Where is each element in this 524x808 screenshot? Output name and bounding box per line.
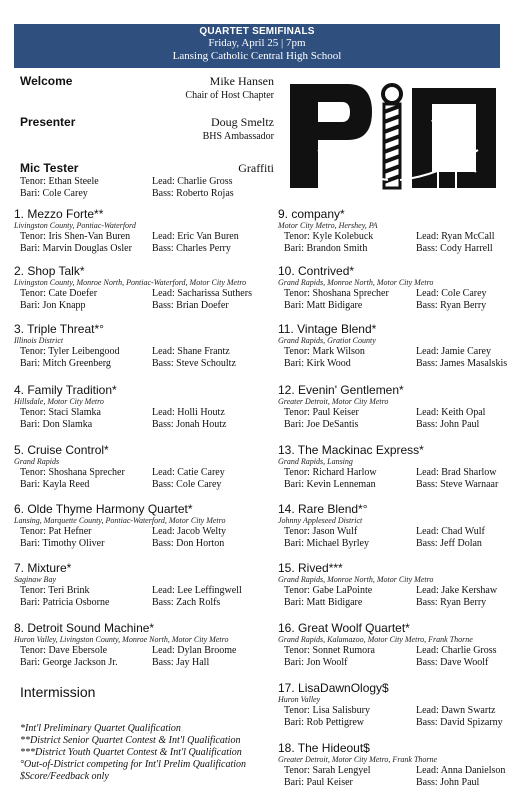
quartet-location: Illinois District <box>14 336 64 345</box>
quartet-entry <box>278 264 524 312</box>
role-label: Welcome <box>20 74 73 88</box>
member-row <box>278 585 524 597</box>
bari: Bari: Jon Knapp <box>20 300 86 311</box>
quartet-name: 18. The Hideout$ <box>278 741 370 755</box>
quartet-location: Grand Rapids, Gratiot County <box>278 336 376 345</box>
quartet-location: Huron Valley, Livingston County, Monroe North, Motor City Metro <box>14 635 229 644</box>
member-row <box>278 419 524 431</box>
tenor: Tenor: Shoshana Sprecher <box>284 288 389 299</box>
footnote: *Int'l Preliminary Quartet Qualification <box>20 723 181 734</box>
bari: Bari: Mitch Greenberg <box>20 358 111 369</box>
role-welcome <box>20 74 274 101</box>
tenor: Tenor: Mark Wilson <box>284 346 365 357</box>
member-row <box>14 645 264 657</box>
role-person <box>203 115 274 142</box>
tenor: Tenor: Sonnet Rumora <box>284 645 375 656</box>
member-row <box>278 597 524 609</box>
quartet-entry <box>278 681 524 729</box>
member-row <box>278 467 524 479</box>
member-row <box>14 231 264 243</box>
quartet-entry <box>14 264 264 312</box>
quartet-name: 15. Rived*** <box>278 561 343 575</box>
footnote: °Out-of-District competing for Int'l Prelim Qualification <box>20 759 247 770</box>
member-row <box>14 358 264 370</box>
member-row <box>278 288 524 300</box>
bass: Bass: John Paul <box>416 777 480 788</box>
quartet-name: 17. LisaDawnOlogy$ <box>278 681 389 695</box>
member-row <box>278 346 524 358</box>
bass: Bass: Steve Warnaar <box>416 479 499 490</box>
role-person <box>185 74 274 101</box>
quartet-name: 3. Triple Threat*° <box>14 322 104 336</box>
tenor: Tenor: Paul Keiser <box>284 407 359 418</box>
quartet-location: Grand Rapids, Monroe North, Motor City Metro <box>278 278 434 287</box>
quartet-name: 8. Detroit Sound Machine* <box>14 621 155 635</box>
quartet-location: Greater Detroit, Motor City Metro, Frank Thorne <box>278 755 438 764</box>
event-title: QUARTET SEMIFINALS <box>199 26 315 37</box>
lead: Lead: Lee Leffingwell <box>152 585 242 596</box>
member-row <box>14 657 264 669</box>
member-row <box>14 300 264 312</box>
member-row <box>14 479 264 491</box>
lead: Lead: Anna Danielson <box>416 765 506 776</box>
bass: Bass: Jay Hall <box>152 657 210 668</box>
quartet-entry <box>14 502 264 550</box>
member-row <box>278 717 524 729</box>
quartet-name: 12. Evenin' Gentlemen* <box>278 383 404 397</box>
member-row <box>14 467 264 479</box>
quartet-entry <box>14 383 264 431</box>
lead: Lead: Keith Opal <box>416 407 486 418</box>
lead: Lead: Charlie Gross <box>416 645 497 656</box>
quartet-entry <box>14 322 264 370</box>
quartet-location: Huron Valley <box>278 695 321 704</box>
bari: Bari: Marvin Douglas Osler <box>20 243 132 254</box>
role-name: Mike Hansen <box>209 74 274 88</box>
member-row <box>14 176 274 188</box>
bass: Bass: David Spizarny <box>416 717 503 728</box>
member-row <box>278 657 524 669</box>
quartet-location: Grand Rapids, Monroe North, Motor City Metro <box>278 575 434 584</box>
tenor: Tenor: Lisa Salisbury <box>284 705 370 716</box>
bari: Bari: Don Slamka <box>20 419 93 430</box>
quartet-entry <box>278 502 524 550</box>
intermission-label: Intermission <box>20 684 96 700</box>
quartet-name: 16. Great Woolf Quartet* <box>278 621 410 635</box>
role-presenter <box>20 115 274 142</box>
bari: Bari: George Jackson Jr. <box>20 657 118 668</box>
member-row <box>278 705 524 717</box>
bari: Bari: Michael Byrley <box>284 538 369 549</box>
lead: Lead: Shane Frantz <box>152 346 230 357</box>
member-row <box>278 526 524 538</box>
lead: Lead: Dawn Swartz <box>416 705 496 716</box>
quartet-location: Livingston County, Monroe North, Pontiac-Waterford, Motor City Metro <box>14 278 247 287</box>
tenor: Tenor: Sarah Lengyel <box>284 765 371 776</box>
member-row <box>278 358 524 370</box>
member-row <box>14 597 264 609</box>
tenor: Tenor: Iris Shen-Van Buren <box>20 231 131 242</box>
member-row <box>278 407 524 419</box>
quartet-location: Greater Detroit, Motor City Metro <box>278 397 389 406</box>
bari: Bari: Kevin Lenneman <box>284 479 376 490</box>
lead: Lead: Brad Sharlow <box>416 467 497 478</box>
bari: Bari: Kirk Wood <box>284 358 351 369</box>
bass: Bass: Ryan Berry <box>416 300 487 311</box>
bass: Bass: Ryan Berry <box>416 597 487 608</box>
member-row <box>278 300 524 312</box>
role-name: Graffiti <box>238 161 274 175</box>
header-banner <box>14 24 500 68</box>
quartet-name: 1. Mezzo Forte** <box>14 207 104 221</box>
lead: Lead: Ryan McCall <box>416 231 495 242</box>
role-mic-tester <box>20 161 274 200</box>
quartet-entry <box>278 322 524 370</box>
quartet-location: Motor City Metro, Hershey, PA <box>278 221 378 230</box>
quartet-entry <box>14 621 264 669</box>
bass: Bass: Cody Harrell <box>416 243 493 254</box>
member-row <box>14 188 274 200</box>
bass: Bass: Roberto Rojas <box>152 188 234 199</box>
quartet-name: 4. Family Tradition* <box>14 383 117 397</box>
tenor: Tenor: Ethan Steele <box>20 176 99 187</box>
footnotes <box>20 723 246 783</box>
quartet-location: Lansing, Marquette County, Pontiac-Waterford, Motor City Metro <box>14 516 226 525</box>
bass: Bass: Jeff Dolan <box>416 538 482 549</box>
quartet-entry <box>14 561 264 609</box>
member-row <box>278 645 524 657</box>
bass: Bass: Dave Woolf <box>416 657 489 668</box>
footnote: **District Senior Quartet Contest & Int'l Qualification <box>20 735 241 746</box>
tenor: Tenor: Pat Hefner <box>20 526 92 537</box>
bari: Bari: Rob Pettigrew <box>284 717 364 728</box>
lead: Lead: Sacharissa Suthers <box>152 288 252 299</box>
bass: Bass: James Masalskis <box>416 358 508 369</box>
footnote: ***District Youth Quartet Contest & Int'l Qualification <box>20 747 242 758</box>
member-row <box>14 346 264 358</box>
bass: Bass: Brian Doefer <box>152 300 229 311</box>
quartet-name: 9. company* <box>278 207 345 221</box>
bass: Bass: Zach Rolfs <box>152 597 221 608</box>
bass: Bass: Steve Schoultz <box>152 358 236 369</box>
lead: Lead: Catie Carey <box>152 467 225 478</box>
tenor: Tenor: Gabe LaPointe <box>284 585 373 596</box>
role-person <box>238 161 274 176</box>
member-row <box>278 538 524 550</box>
quartet-name: 10. Contrived* <box>278 264 355 278</box>
bass: Bass: Charles Perry <box>152 243 231 254</box>
lead: Lead: Eric Van Buren <box>152 231 239 242</box>
quartet-entry <box>278 383 524 431</box>
member-row <box>14 419 264 431</box>
role-subtitle: Chair of Host Chapter <box>185 90 274 101</box>
member-row <box>14 526 264 538</box>
quartet-name: 14. Rare Blend*° <box>278 502 368 516</box>
member-row <box>14 288 264 300</box>
quartet-location: Grand Rapids, Lansing <box>278 457 353 466</box>
quartet-location: Grand Rapids <box>14 457 60 466</box>
quartet-location: Saginaw Bay <box>14 575 56 584</box>
pio-logo <box>288 80 500 192</box>
bari: Bari: Kayla Reed <box>20 479 90 490</box>
quartet-entry <box>14 443 264 491</box>
member-row <box>278 243 524 255</box>
tenor: Tenor: Tyler Leibengood <box>20 346 120 357</box>
tenor: Tenor: Shoshana Sprecher <box>20 467 125 478</box>
bari: Bari: Matt Bidigare <box>284 597 363 608</box>
lead: Lead: Jacob Welty <box>152 526 226 537</box>
role-subtitle: BHS Ambassador <box>202 131 274 142</box>
footnote: $Score/Feedback only <box>20 771 109 782</box>
tenor: Tenor: Cate Doefer <box>20 288 98 299</box>
lead: Lead: Holli Houtz <box>152 407 225 418</box>
member-row <box>278 765 524 777</box>
lead: Lead: Dylan Broome <box>152 645 237 656</box>
quartet-entry <box>14 207 264 255</box>
lead: Lead: Jake Kershaw <box>416 585 498 596</box>
role-label: Presenter <box>20 115 76 129</box>
member-row <box>278 479 524 491</box>
quartet-name: 11. Vintage Blend* <box>278 322 377 336</box>
member-row <box>14 407 264 419</box>
bari: Bari: Joe DeSantis <box>284 419 359 430</box>
tenor: Tenor: Jason Wulf <box>284 526 358 537</box>
tenor: Tenor: Dave Ebersole <box>20 645 108 656</box>
quartet-entry <box>278 621 524 669</box>
role-label: Mic Tester <box>20 161 79 175</box>
tenor: Tenor: Teri Brink <box>20 585 90 596</box>
lead: Lead: Charlie Gross <box>152 176 233 187</box>
quartet-name: 13. The Mackinac Express* <box>278 443 424 457</box>
bari: Bari: Paul Keiser <box>284 777 353 788</box>
member-row <box>14 585 264 597</box>
tenor: Tenor: Staci Slamka <box>20 407 101 418</box>
quartet-entry <box>278 741 524 789</box>
bari: Bari: Matt Bidigare <box>284 300 363 311</box>
quartet-name: 5. Cruise Control* <box>14 443 109 457</box>
member-row <box>14 243 264 255</box>
quartet-entry <box>278 207 524 255</box>
bass: Bass: Cole Carey <box>152 479 222 490</box>
quartet-name: 2. Shop Talk* <box>14 264 85 278</box>
member-row <box>278 777 524 789</box>
role-name: Doug Smeltz <box>211 115 274 129</box>
bass: Bass: Don Horton <box>152 538 225 549</box>
member-row <box>14 538 264 550</box>
quartet-entry <box>278 443 524 491</box>
quartet-location: Livingston County, Pontiac-Waterford <box>14 221 136 230</box>
bass: Bass: Jonah Houtz <box>152 419 227 430</box>
bari: Bari: Timothy Oliver <box>20 538 105 549</box>
quartet-entry <box>278 561 524 609</box>
tenor: Tenor: Kyle Kolebuck <box>284 231 374 242</box>
lead: Lead: Chad Wulf <box>416 526 485 537</box>
bass: Bass: John Paul <box>416 419 480 430</box>
lead: Lead: Jamie Carey <box>416 346 491 357</box>
bari: Bari: Cole Carey <box>20 188 88 199</box>
quartet-name: 6. Olde Thyme Harmony Quartet* <box>14 502 193 516</box>
bari: Bari: Jon Woolf <box>284 657 348 668</box>
lead: Lead: Cole Carey <box>416 288 487 299</box>
bari: Bari: Patricia Osborne <box>20 597 110 608</box>
member-row <box>278 231 524 243</box>
quartet-name: 7. Mixture* <box>14 561 72 575</box>
quartet-location: Hillsdale, Motor City Metro <box>14 397 104 406</box>
bari: Bari: Brandon Smith <box>284 243 368 254</box>
event-date-time: Friday, April 25 | 7pm <box>208 37 306 49</box>
event-venue: Lansing Catholic Central High School <box>172 50 342 62</box>
tenor: Tenor: Richard Harlow <box>284 467 377 478</box>
quartet-location: Johnny Appleseed District <box>278 516 363 525</box>
mic-tester-members <box>14 176 274 200</box>
quartet-location: Grand Rapids, Kalamazoo, Motor City Metro, Frank Thorne <box>278 635 473 644</box>
